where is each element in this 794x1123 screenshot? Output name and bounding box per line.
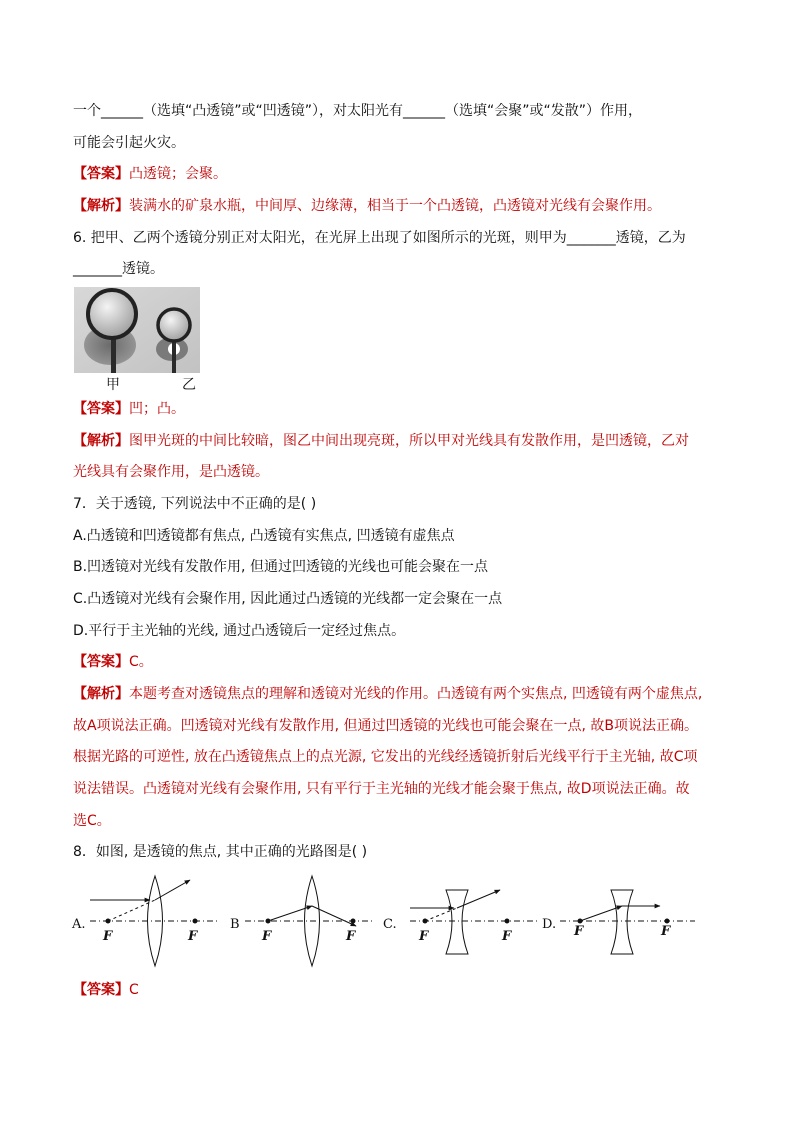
q7-analysis-4: 说法错误。凸透镜对光线有会聚作用, 只有平行于主光轴的光线才能会聚于焦点, 故D项说法正确。故 (73, 781, 690, 797)
focus-label: F (574, 924, 584, 939)
answer-text: 凹；凸。 (129, 401, 185, 417)
q7-analysis-5: 选C。 (73, 813, 111, 829)
answer-tag: 【答案】 (73, 982, 129, 998)
answer-tag: 【答案】 (73, 166, 129, 182)
q7-analysis-3: 根据光路的可逆性, 放在凸透镜焦点上的点光源, 它发出的光线经透镜折射后光线平行于主光轴, 故C项 (73, 749, 698, 765)
focus-label: F (661, 924, 671, 939)
label-d: D. (542, 917, 557, 932)
focus-label: F (188, 929, 198, 944)
caption-a: 甲 (106, 377, 120, 393)
label-c: C. (383, 917, 397, 932)
q7-option-c: C.凸透镜对光线有会聚作用, 因此通过凸透镜的光线都一定会聚在一点 (73, 591, 503, 607)
analysis-tag: 【解析】 (73, 686, 129, 702)
analysis-tag: 【解析】 (73, 198, 129, 214)
q6-analysis-1 (73, 431, 689, 451)
optics-diagrams (70, 868, 710, 968)
q6-answer (73, 399, 185, 419)
answer-text: C (129, 982, 139, 998)
q6-stem-2: _______透镜。 (73, 261, 164, 277)
caption-b: 乙 (182, 377, 196, 393)
q7-option-d: D.平行于主光轴的光线, 通过凸透镜后一定经过焦点。 (73, 623, 406, 639)
q5-answer (73, 164, 227, 184)
q8-stem: 8．如图, 是透镜的焦点, 其中正确的光路图是( ) (73, 844, 368, 860)
answer-text: 凸透镜；会聚。 (129, 166, 227, 182)
focus-label: F (346, 929, 356, 944)
q6-stem-1: 6. 把甲、乙两个透镜分别正对太阳光，在光屏上出现了如图所示的光斑，则甲为_______透镜，乙为 (73, 230, 686, 246)
q5-analysis (73, 196, 661, 216)
q7-analysis-1 (73, 684, 702, 704)
answer-tag: 【答案】 (73, 401, 129, 417)
focus-label: F (103, 929, 113, 944)
answer-text: C。 (129, 654, 153, 670)
q7-option-a: A.凸透镜和凹透镜都有焦点, 凸透镜有实焦点, 凹透镜有虚焦点 (73, 528, 455, 544)
label-b: B (230, 917, 240, 932)
focus-label: F (502, 929, 512, 944)
q5-line-1: 一个______（选填“凸透镜”或“凹透镜”），对太阳光有______（选填“会聚”或“发散”）作用， (73, 103, 643, 119)
q7-answer (73, 652, 153, 672)
focus-label: F (419, 929, 429, 944)
focus-label: F (262, 929, 272, 944)
analysis-tag: 【解析】 (73, 433, 129, 449)
lens-photo (74, 287, 200, 373)
q8-answer (73, 980, 139, 1000)
q7-option-b: B.凹透镜对光线有发散作用, 但通过凹透镜的光线也可能会聚在一点 (73, 559, 488, 575)
label-a: A. (72, 917, 86, 932)
analysis-text: 本题考查对透镜焦点的理解和透镜对光线的作用。凸透镜有两个实焦点, 凹透镜有两个虚焦点, (129, 686, 703, 702)
analysis-text: 图甲光斑的中间比较暗，图乙中间出现亮斑，所以甲对光线具有发散作用，是凹透镜，乙对 (129, 433, 689, 449)
q7-analysis-2: 故A项说法正确。凹透镜对光线有发散作用, 但通过凹透镜的光线也可能会聚在一点, 故B项说法正确。 (73, 718, 698, 734)
analysis-text: 装满水的矿泉水瓶，中间厚、边缘薄，相当于一个凸透镜，凸透镜对光线有会聚作用。 (129, 198, 661, 214)
answer-tag: 【答案】 (73, 654, 129, 670)
q5-line-2: 可能会引起火灾。 (73, 135, 185, 151)
q7-stem: 7．关于透镜, 下列说法中不正确的是( ) (73, 496, 317, 512)
q6-analysis-2: 光线具有会聚作用，是凸透镜。 (73, 464, 269, 480)
